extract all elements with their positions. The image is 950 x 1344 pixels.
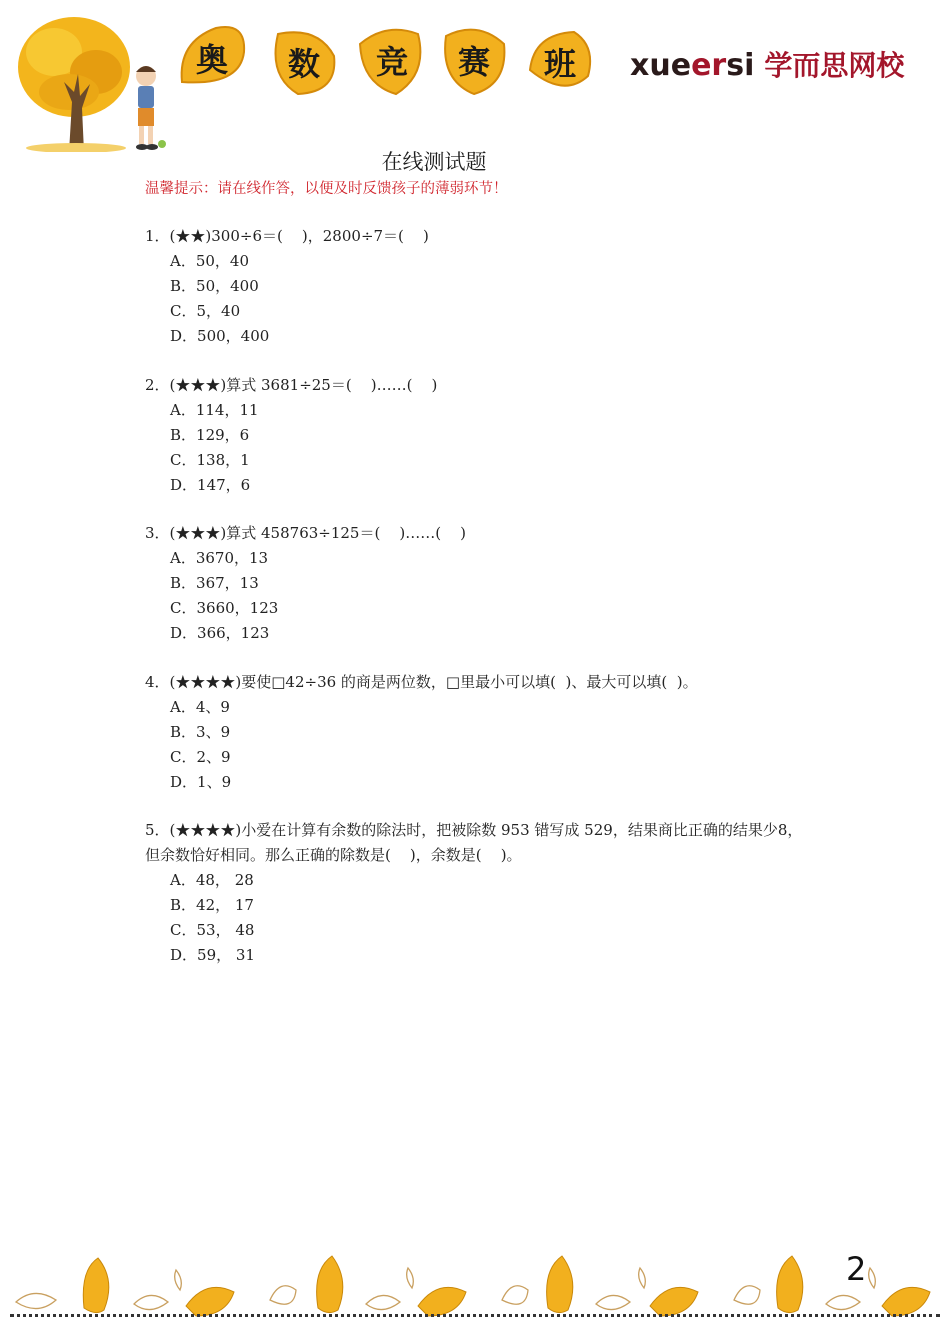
- option-c[interactable]: C．5，40: [170, 302, 241, 320]
- option-d[interactable]: D．147，6: [170, 475, 251, 494]
- question-text: 5．(★★★★)小爱在计算有余数的除法时，把被除数 953 错写成 529，结果商比正确的结果少8，但余数恰好相同。那么正确的除数是( )，余数是( )。: [145, 821, 803, 864]
- question-4: [145, 670, 825, 795]
- footer-leaves-decoration: [0, 1250, 950, 1344]
- brand-logo: [630, 44, 904, 84]
- banner-char: 竞: [375, 43, 408, 81]
- banner-char: 赛: [457, 43, 490, 81]
- banner-char: 奥: [195, 41, 228, 79]
- option-d[interactable]: D．1、9: [170, 772, 232, 791]
- question-1: [145, 224, 825, 349]
- option-a[interactable]: A．48， 28: [170, 871, 254, 889]
- option-a[interactable]: A．114，11: [170, 400, 259, 419]
- option-a[interactable]: A．3670，13: [170, 549, 269, 567]
- question-5: [145, 818, 825, 968]
- question-3: [145, 521, 825, 646]
- banner-char: 班: [543, 45, 576, 83]
- boy-illustration-icon: [128, 62, 168, 152]
- option-b[interactable]: B．50，400: [170, 277, 259, 295]
- option-b[interactable]: B．129，6: [170, 425, 250, 444]
- brand-cn: 学而思网校: [764, 49, 905, 82]
- brand-en-post: si: [726, 48, 755, 83]
- option-c[interactable]: C．2、9: [170, 747, 231, 766]
- page-number: 2: [846, 1250, 867, 1288]
- banner-char: 数: [287, 45, 320, 83]
- option-c[interactable]: C．3660，123: [170, 599, 279, 617]
- question-list: [145, 224, 825, 992]
- option-b[interactable]: B．367，13: [170, 574, 259, 592]
- option-c[interactable]: C．138，1: [170, 450, 250, 469]
- option-d[interactable]: D．366，123: [170, 624, 270, 642]
- question-text: 1．(★★)300÷6＝( )，2800÷7＝( ): [145, 227, 429, 245]
- option-b[interactable]: B．42， 17: [170, 896, 254, 914]
- brand-en-mid: er: [691, 48, 727, 83]
- option-b[interactable]: B．3、9: [170, 722, 231, 741]
- tip-text: 温馨提示：请在线作答，以便及时反馈孩子的薄弱环节！: [145, 181, 508, 197]
- question-text: 3．(★★★)算式 458763÷125＝( )……( ): [145, 524, 467, 542]
- option-d[interactable]: D．500，400: [170, 327, 270, 345]
- banner-leaf-3: [356, 24, 428, 96]
- banner-leaf-4: [438, 24, 510, 96]
- page-title: 在线测试题: [381, 150, 487, 174]
- question-text: 2．(★★★)算式 3681÷25＝( )……( ): [145, 375, 438, 394]
- option-d[interactable]: D．59， 31: [170, 946, 255, 964]
- option-c[interactable]: C．53， 48: [170, 921, 255, 939]
- autumn-tree-icon: [14, 12, 134, 152]
- option-a[interactable]: A．4、9: [170, 697, 230, 716]
- banner-leaf-5: [524, 26, 596, 98]
- question-text: 4．(★★★★)要使□42÷36 的商是两位数，□里最小可以填( )、最大可以填( )。: [145, 672, 698, 691]
- footer-dotted-line: [10, 1314, 940, 1317]
- banner-leaf-2: [268, 26, 340, 98]
- option-a[interactable]: A．50，40: [170, 252, 250, 270]
- brand-en-pre: xue: [630, 48, 692, 83]
- question-2: [145, 373, 825, 498]
- header-banner: [0, 0, 950, 155]
- banner-leaf-1: [176, 22, 248, 94]
